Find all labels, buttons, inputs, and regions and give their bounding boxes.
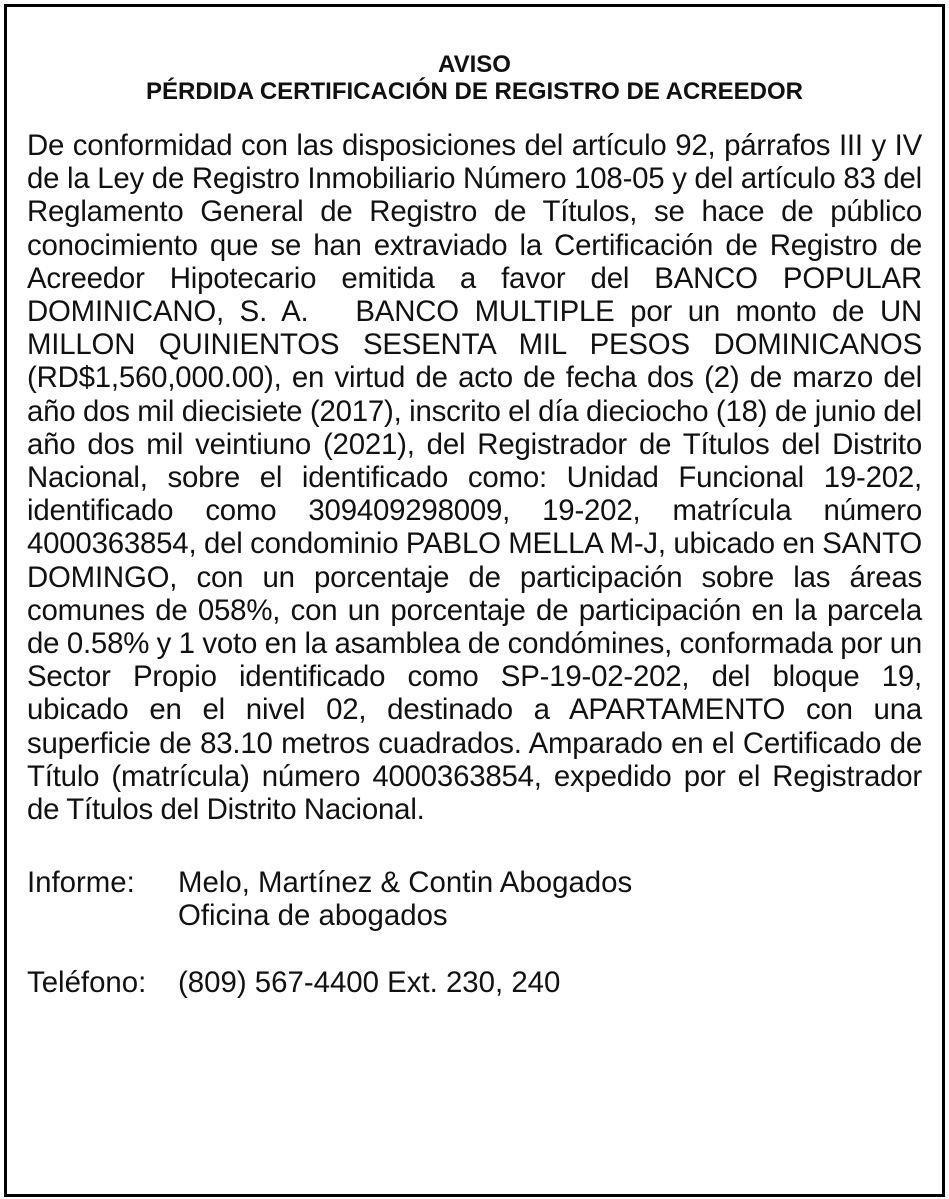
phone-row (27, 966, 922, 999)
notice-content (27, 51, 922, 999)
informe-label: Informe: (27, 866, 135, 900)
phone-number: (809) 567-4400 Ext. 230, 240 (178, 965, 561, 999)
firm-type: Oficina de abogados (178, 899, 448, 933)
notice-title: AVISO (438, 51, 511, 78)
notice-body: De conformidad con las disposiciones del artículo 92, párrafos III y IV de la Ley de Registro Inmobiliario Número 108-05 y del artículo 83 del Reglamento General de Registro de Títulos, se hace de público conocimiento que se han extraviado la Certificación de Registro de Acreedor Hipotecario emitida a favor del BANCO POPULAR DOMINICANO, S. A. BANCO MULTIPLE por un monto de UN MILLON QUINIENTOS SESENTA MIL PESOS DOMINICANOS (RD$1,560,000.00), en virtud de acto de fecha dos (2) de marzo del año dos mil diecisiete (2017), inscrito el día dieciocho (18) de junio del año dos mil veintiuno (2021), del Registrador de Títulos del Distrito Nacional, sobre el identificado como: Unidad Funcional 19-202, identificado como 309409298009, 19-202, matrícula número 4000363854, del condominio PABLO MELLA M-J, ubicado en SANTO DOMINGO, con un porcentaje de participación sobre las áreas comunes de 058%, con un porcentaje de participación en la parcela de 0.58% y 1 voto en la asamblea de condómines, conformada por un Sector Propio identificado como SP-19-02-202, del bloque 19, ubicado en el nivel 02, destinado a APARTAMENTO con una superficie de 83.10 metros cuadrados. Amparado en el Certificado de Título (matrícula) número 4000363854, expedido por el Registrador de Títulos del Distrito Nacional. (27, 129, 922, 827)
contact-block (27, 866, 922, 999)
phone-values (178, 966, 922, 999)
informe-row (27, 866, 922, 932)
informe-values (178, 866, 922, 932)
notice-subtitle: PÉRDIDA CERTIFICACIÓN DE REGISTRO DE ACREEDOR (146, 78, 803, 105)
notice-frame (4, 4, 945, 1197)
firm-name: Melo, Martínez & Contin Abogados (178, 866, 633, 900)
phone-label: Teléfono: (27, 965, 147, 999)
